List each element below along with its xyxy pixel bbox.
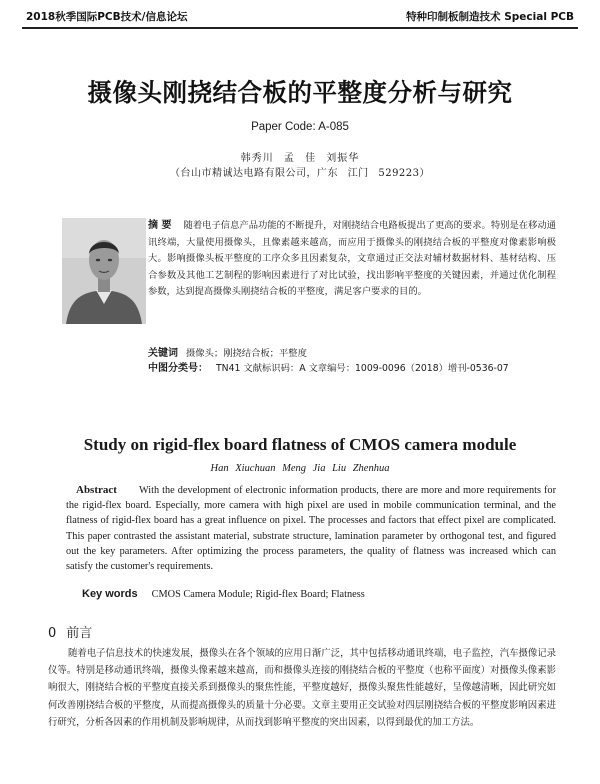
author-portrait-image xyxy=(62,218,146,324)
abstract-english-label: Abstract xyxy=(76,484,117,496)
paper-code: Paper Code: A-085 xyxy=(251,121,349,133)
abstract-chinese-label: 摘 要 xyxy=(148,220,172,231)
abstract-english-text: With the development of electronic information products, there are more and more requirements for the rigid-flex board. Especially, more camera with high pixel are used in mobile communication terminal, and the flatness of rigid-flex board has a great influence on pixel. The processes and factors that effect pixel are complicated. This paper contrasted the assistant material, substrate structure, lamination parameter by orthogonal test, and figured out the key parameters. After optimizing the process parameters, the quality of flatness was increased which can satisfy the customer's requirements. xyxy=(66,485,556,573)
introduction-paragraph: 随着电子信息技术的快速发展，摄像头在各个领域的应用日渐广泛，其中包括移动通讯终端，电子监控，汽车摄像记录仪等。特别是移动通讯终端，摄像头像素越来越高，而和摄像头连接的刚挠结合板的平整度（也称平面度）对摄像头像素影响很大，刚挠结合板的平整度直接关系到摄像头的聚焦性能，平整度越好，摄像头聚焦性能越好，呈像越清晰，因此研究如何改善刚挠结合板的平整度，从而提高摄像头的质量十分必要。文章主要用正交试验对四层刚挠结合板的平整度影响因素进行研究，分析各因素的作用机制及影响规律，从而找到影响平整度的突出因素，以得到最优的加工方法。 xyxy=(48,648,556,728)
running-header xyxy=(26,10,574,24)
author-photo xyxy=(62,218,146,324)
keywords-english xyxy=(82,588,365,600)
header-right: 特种印制板制造技术 Special PCB xyxy=(406,11,574,23)
keywords-chinese xyxy=(148,344,307,359)
section-heading-introduction xyxy=(48,622,92,641)
section-number: 0 xyxy=(48,626,57,641)
authors-chinese: 韩秀川 孟 佳 刘振华 xyxy=(240,153,360,164)
section-title: 前言 xyxy=(66,626,93,641)
classification-label: 中图分类号： xyxy=(148,363,208,374)
abstract-english xyxy=(66,483,556,574)
header-rule xyxy=(22,27,578,29)
keywords-english-label: Key words xyxy=(82,588,138,600)
keywords-chinese-text: 摄像头；刚挠结合板；平整度 xyxy=(186,348,307,359)
affiliation-chinese: （台山市精诚达电路有限公司，广东 江门 529223） xyxy=(169,168,431,179)
header-left: 2018秋季国际PCB技术/信息论坛 xyxy=(26,11,188,23)
abstract-chinese-text: 随着电子信息产品功能的不断提升，对刚挠结合电路板提出了更高的要求。特别是在移动通讯终端，大量使用摄像头，且像素越来越高，而应用于摄像头的刚挠结合板的平整度对像素影响极大。影响摄像头板平整度的工序众多且因素复杂，文章通过正交法对辅材数据材料、基材结构、压合参数及其他工艺制程的影响因素进行了对比试验，找出影响平整度的关键因素，并通过优化制程参数，达到提高摄像头刚挠结合板的平整度，满足客户要求的目的。 xyxy=(148,220,556,297)
paper-title: 摄像头刚挠结合板的平整度分析与研究 xyxy=(87,78,513,107)
classification-line xyxy=(148,359,509,374)
paper-title-english: Study on rigid-flex board flatness of CMOS camera module xyxy=(83,435,517,454)
keywords-english-text: CMOS Camera Module; Rigid-flex Board; Flatness xyxy=(151,589,365,600)
abstract-chinese xyxy=(148,218,556,301)
authors-english: Han Xiuchuan Meng Jia Liu Zhenhua xyxy=(210,463,390,474)
classification-text: TN41 文献标识码：A 文章编号：1009-0096（2018）增刊-0536-07 xyxy=(216,363,509,374)
keywords-chinese-label: 关键词 xyxy=(148,348,178,359)
